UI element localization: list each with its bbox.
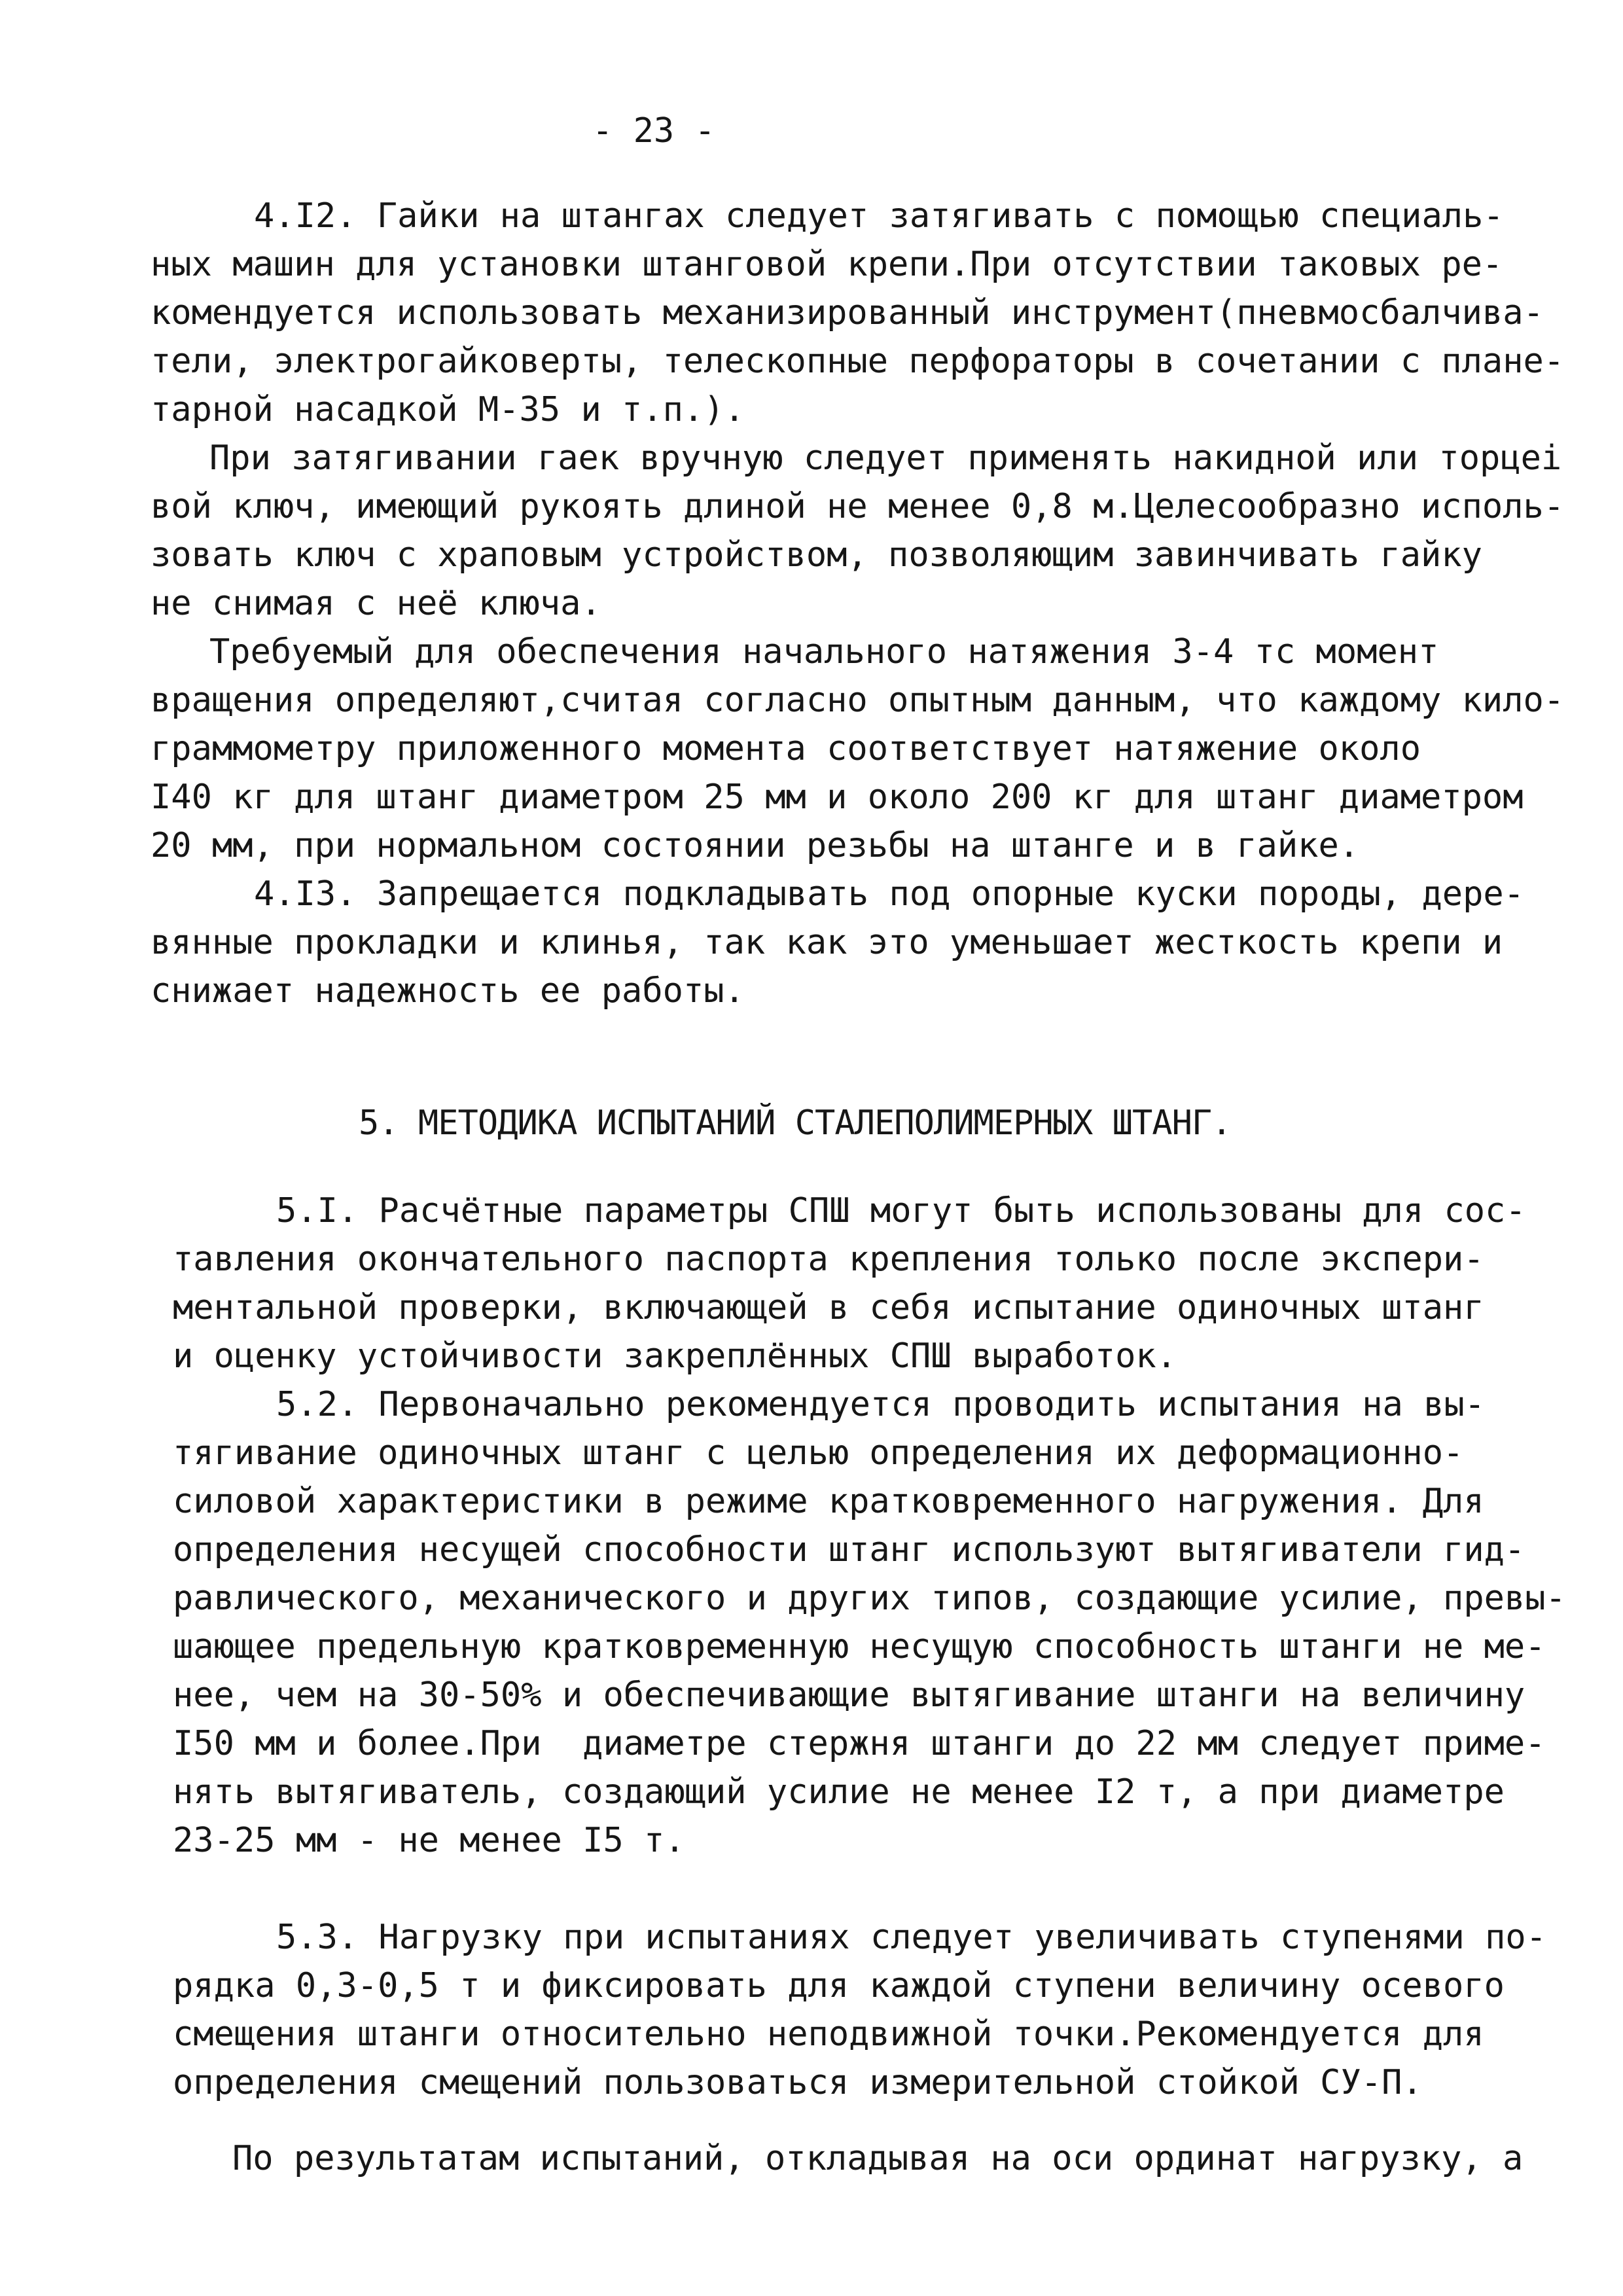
text-line: комендуется использовать механизированный инструмент(пневмосбалчива-: [151, 293, 1544, 332]
text-line: нее, чем на 30-50% и обеспечивающие вытягивание штанги на величину: [173, 1676, 1525, 1715]
text-line: тягивание одиночных штанг с целью определения их деформационно-: [173, 1433, 1464, 1473]
text-line: смещения штанги относительно неподвижной точки.Рекомендуется для: [173, 2015, 1484, 2054]
text-line: тарной насадкой М-35 и т.п.).: [151, 390, 745, 429]
text-line: равлического, механического и других типов, создающие усилие, превы-: [173, 1579, 1566, 1618]
text-line: силовой характеристики в режиме кратковременного нагружения. Для: [173, 1482, 1484, 1521]
text-line: I40 кг для штанг диаметром 25 мм и около 200 кг для штанг диаметром: [151, 778, 1524, 817]
text-line: тавления окончательного паспорта крепления только после экспери-: [173, 1240, 1484, 1279]
text-line: 5.2. Первоначально рекомендуется проводить испытания на вы-: [276, 1385, 1486, 1424]
text-line: При затягивании гаек вручную следует применять накидной или торцеі: [209, 439, 1562, 478]
text-line: ных машин для установки штанговой крепи.При отсутствии таковых ре-: [151, 245, 1503, 284]
text-line: ментальной проверки, включающей в себя испытание одиночных штанг: [173, 1288, 1484, 1327]
text-line: I50 мм и более.При диаметре стержня штанги до 22 мм следует приме-: [173, 1724, 1546, 1763]
text-line: граммометру приложенного момента соответствует натяжение около: [151, 729, 1421, 768]
text-line: рядка 0,3-0,5 т и фиксировать для каждой ступени величину осевого: [173, 1966, 1505, 2005]
text-line: вой ключ, имеющий рукоять длиной не менее 0,8 м.Целесообразно исполь-: [151, 487, 1565, 526]
text-line: вянные прокладки и клинья, так как это уменьшает жесткость крепи и: [151, 923, 1503, 962]
text-line: нять вытягиватель, создающий усилие не менее I2 т, а при диаметре: [173, 1772, 1505, 1812]
text-line: 4.I2. Гайки на штангах следует затягивать с помощью специаль-: [254, 196, 1504, 236]
text-line: определения несущей способности штанг используют вытягиватели гид-: [173, 1530, 1525, 1570]
text-line: 5.3. Нагрузку при испытаниях следует увеличивать ступенями по-: [276, 1918, 1547, 1957]
text-line: шающее предельную кратковременную несущую способность штанги не ме-: [173, 1627, 1546, 1666]
page-number: - 23 -: [592, 111, 715, 151]
text-line: не снимая с неё ключа.: [151, 584, 601, 623]
text-line: 23-25 мм - не менее I5 т.: [173, 1821, 685, 1860]
text-line: тели, электрогайковерты, телескопные перфораторы в сочетании с плане-: [151, 342, 1565, 381]
text-line: Требуемый для обеспечения начального натяжения 3-4 тс момент: [209, 632, 1439, 672]
text-line: По результатам испытаний, откладывая на оси ординат нагрузку, а: [232, 2139, 1524, 2178]
text-line: снижает надежность ее работы.: [151, 971, 745, 1011]
text-line: и оценку устойчивости закреплённых СПШ выработок.: [173, 1336, 1177, 1376]
section-heading: 5. МЕТОДИКА ИСПЫТАНИЙ СТАЛЕПОЛИМЕРНЫХ ШТАНГ.: [359, 1103, 1232, 1143]
text-line: 4.I3. Запрещается подкладывать под опорные куски породы, дере-: [254, 874, 1525, 914]
text-line: вращения определяют,считая согласно опытным данным, что каждому кило-: [151, 681, 1565, 720]
text-line: 20 мм, при нормальном состоянии резьбы на штанге и в гайке.: [151, 826, 1360, 865]
text-line: 5.I. Расчётные параметры СПШ могут быть использованы для сос-: [276, 1191, 1526, 1230]
text-line: определения смещений пользоваться измерительной стойкой СУ-П.: [173, 2063, 1423, 2102]
text-line: зовать ключ с храповым устройством, позволяющим завинчивать гайку: [151, 535, 1482, 575]
